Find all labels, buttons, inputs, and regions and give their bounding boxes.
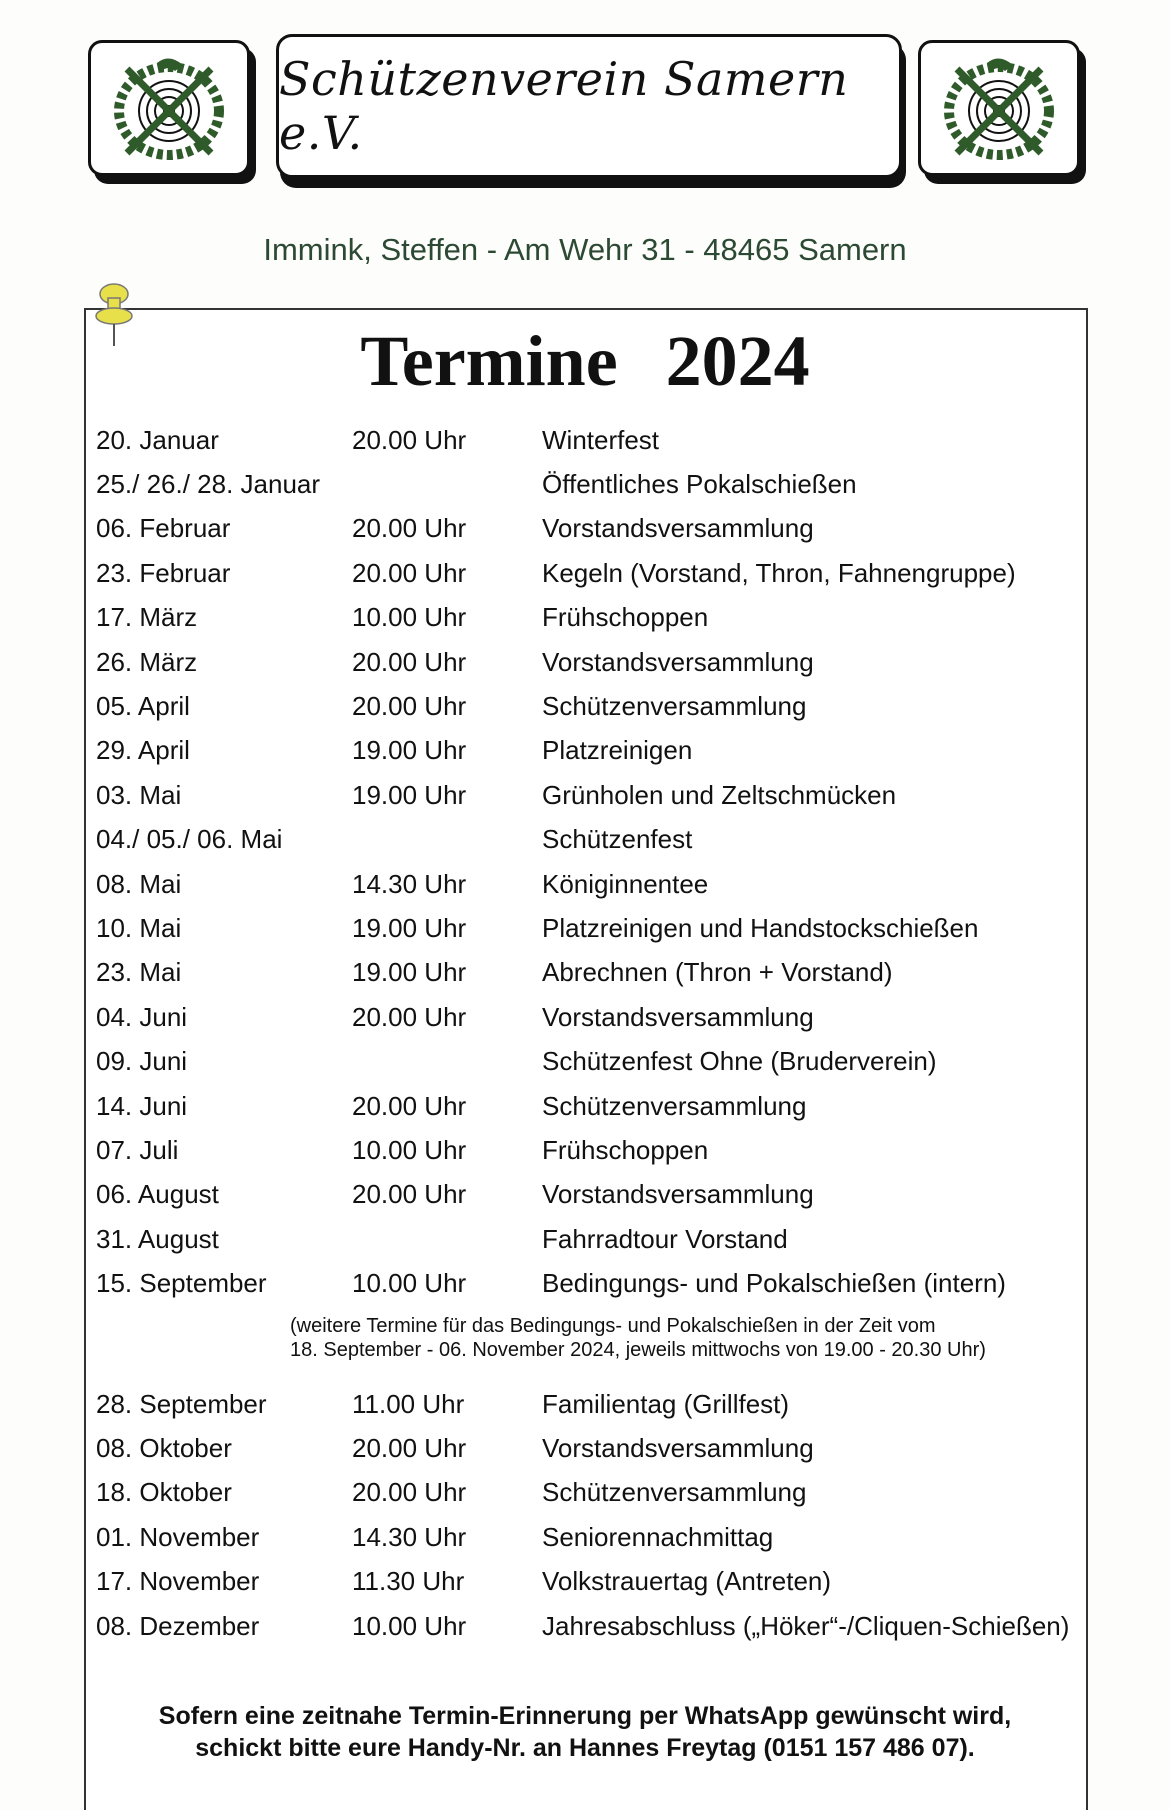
event-time: 20.00 Uhr <box>352 1001 467 1032</box>
note-line-2: 18. September - 06. November 2024, jeweils mittwochs von 19.00 - 20.30 Uhr) <box>290 1339 986 1361</box>
club-name: Schützenverein Samern e.V. <box>279 52 849 160</box>
event-row <box>96 418 1086 462</box>
event-row <box>96 1471 1086 1515</box>
club-title-box <box>276 34 902 178</box>
event-time: 10.00 Uhr <box>352 1134 467 1165</box>
event-time: 20.00 Uhr <box>352 1477 467 1508</box>
event-time: 19.00 Uhr <box>352 912 467 943</box>
event-time: 19.00 Uhr <box>352 735 467 766</box>
note-line-1: (weitere Termine für das Bedingungs- und Pokalschießen in der Zeit vom <box>290 1315 936 1337</box>
event-date: 23. Februar <box>96 557 231 588</box>
event-row <box>96 1039 1086 1083</box>
event-time: 20.00 Uhr <box>352 557 467 588</box>
event-name: Vorstandsversammlung <box>542 1433 814 1464</box>
emblem-left <box>88 40 250 176</box>
event-row <box>96 1604 1086 1648</box>
event-time: 20.00 Uhr <box>352 646 467 677</box>
shooting-club-emblem-icon <box>109 53 229 163</box>
whatsapp-notice <box>0 1700 1170 1764</box>
events-list-2 <box>96 1382 1086 1648</box>
shooting-club-emblem-icon <box>939 53 1059 163</box>
event-name: Familientag (Grillfest) <box>542 1388 790 1419</box>
event-name: Platzreinigen und Handstockschießen <box>542 912 979 943</box>
event-date: 04./ 05./ 06. Mai <box>96 824 283 855</box>
event-row <box>96 462 1086 506</box>
event-row <box>96 906 1086 950</box>
address-line: Immink, Steffen - Am Wehr 31 - 48465 Samern <box>263 232 907 267</box>
footer-line-2: schickt bitte eure Handy-Nr. an Hannes Freytag (0151 157 486 07). <box>195 1734 975 1762</box>
event-time: 11.30 Uhr <box>352 1566 465 1597</box>
event-name: Jahresabschluss („Höker“-/Cliquen-Schießen) <box>542 1610 1070 1641</box>
event-date: 03. Mai <box>96 779 182 810</box>
event-name: Seniorennachmittag <box>542 1521 774 1552</box>
event-time: 20.00 Uhr <box>352 513 467 544</box>
event-date: 20. Januar <box>96 424 219 455</box>
event-time: 19.00 Uhr <box>352 957 467 988</box>
event-row <box>96 640 1086 684</box>
event-row <box>96 1084 1086 1128</box>
event-row <box>96 818 1086 862</box>
event-date: 17. März <box>96 602 198 633</box>
event-name: Abrechnen (Thron + Vorstand) <box>542 957 893 988</box>
event-row <box>96 1515 1086 1559</box>
event-row <box>96 1426 1086 1470</box>
event-row <box>96 951 1086 995</box>
event-date: 25./ 26./ 28. Januar <box>96 469 321 500</box>
event-date: 06. August <box>96 1179 219 1210</box>
event-time: 10.00 Uhr <box>352 602 467 633</box>
event-name: Kegeln (Vorstand, Thron, Fahnengruppe) <box>542 557 1016 588</box>
event-row <box>96 1173 1086 1217</box>
event-name: Vorstandsversammlung <box>542 1179 814 1210</box>
emblem-right <box>918 40 1080 176</box>
event-date: 09. Juni <box>96 1046 188 1077</box>
event-name: Vorstandsversammlung <box>542 1001 814 1032</box>
event-row <box>96 1382 1086 1426</box>
event-time: 20.00 Uhr <box>352 1090 467 1121</box>
event-row <box>96 862 1086 906</box>
event-name: Öffentliches Pokalschießen <box>542 469 857 500</box>
note-text <box>290 1314 1090 1362</box>
event-date: 17. November <box>96 1566 260 1597</box>
event-date: 31. August <box>96 1223 219 1254</box>
event-date: 14. Juni <box>96 1090 188 1121</box>
event-name: Volkstrauertag (Antreten) <box>542 1566 832 1597</box>
event-time: 20.00 Uhr <box>352 691 467 722</box>
event-name: Schützenversammlung <box>542 1090 807 1121</box>
event-date: 10. Mai <box>96 912 182 943</box>
event-time: 11.00 Uhr <box>352 1388 465 1419</box>
event-row <box>96 773 1086 817</box>
event-name: Winterfest <box>542 424 660 455</box>
footer-line-1: Sofern eine zeitnahe Termin-Erinnerung per WhatsApp gewünscht wird, <box>158 1702 1012 1730</box>
event-time: 10.00 Uhr <box>352 1268 467 1299</box>
event-name: Bedingungs- und Pokalschießen (intern) <box>542 1268 1006 1299</box>
event-date: 23. Mai <box>96 957 182 988</box>
event-date: 15. September <box>96 1268 267 1299</box>
event-time: 14.30 Uhr <box>352 1521 467 1552</box>
event-name: Vorstandsversammlung <box>542 513 814 544</box>
event-name: Frühschoppen <box>542 1134 709 1165</box>
event-name: Schützenfest Ohne (Bruderverein) <box>542 1046 937 1077</box>
event-row <box>96 684 1086 728</box>
event-date: 07. Juli <box>96 1134 179 1165</box>
event-date: 08. Dezember <box>96 1610 260 1641</box>
event-row <box>96 1261 1086 1305</box>
event-date: 01. November <box>96 1521 260 1552</box>
event-time: 20.00 Uhr <box>352 424 467 455</box>
event-date: 18. Oktober <box>96 1477 232 1508</box>
title-year: 2024 <box>665 321 810 401</box>
event-row <box>96 1128 1086 1172</box>
event-name: Vorstandsversammlung <box>542 646 814 677</box>
event-date: 08. Mai <box>96 868 182 899</box>
events-list <box>96 418 1086 1306</box>
event-name: Fahrradtour Vorstand <box>542 1223 788 1254</box>
event-time: 10.00 Uhr <box>352 1610 467 1641</box>
event-row <box>96 551 1086 595</box>
event-date: 26. März <box>96 646 198 677</box>
event-row <box>96 1217 1086 1261</box>
event-time: 19.00 Uhr <box>352 779 467 810</box>
event-time: 20.00 Uhr <box>352 1179 467 1210</box>
event-name: Königinnentee <box>542 868 709 899</box>
event-row <box>96 507 1086 551</box>
event-row <box>96 729 1086 773</box>
event-time: 14.30 Uhr <box>352 868 467 899</box>
event-date: 04. Juni <box>96 1001 188 1032</box>
event-name: Schützenfest <box>542 824 693 855</box>
event-time: 20.00 Uhr <box>352 1433 467 1464</box>
title-word: Termine <box>360 321 618 401</box>
event-name: Platzreinigen <box>542 735 693 766</box>
page-title <box>0 320 1170 403</box>
event-date: 08. Oktober <box>96 1433 232 1464</box>
event-date: 29. April <box>96 735 190 766</box>
event-date: 28. September <box>96 1388 267 1419</box>
event-date: 06. Februar <box>96 513 231 544</box>
event-name: Grünholen und Zeltschmücken <box>542 779 897 810</box>
event-name: Schützenversammlung <box>542 1477 807 1508</box>
event-date: 05. April <box>96 691 190 722</box>
event-name: Frühschoppen <box>542 602 709 633</box>
event-row <box>96 596 1086 640</box>
event-row <box>96 1560 1086 1604</box>
event-row <box>96 995 1086 1039</box>
event-name: Schützenversammlung <box>542 691 807 722</box>
